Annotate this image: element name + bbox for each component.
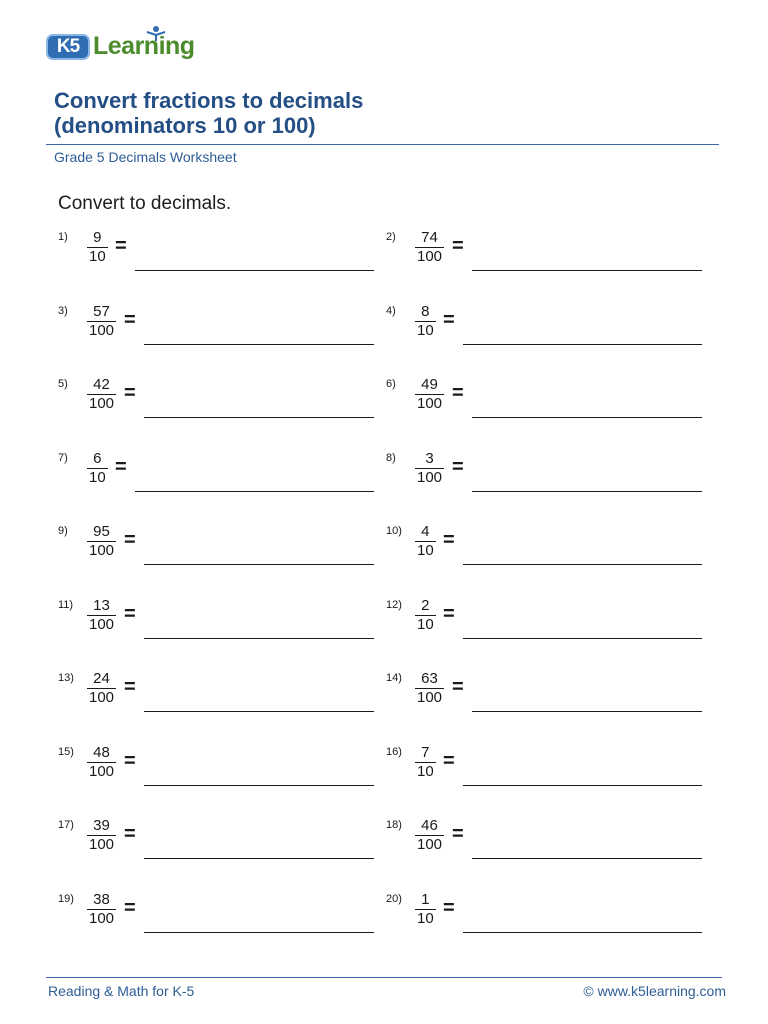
problem-item xyxy=(386,893,702,939)
fraction xyxy=(415,376,444,413)
fraction-denominator: 10 xyxy=(89,248,106,265)
answer-line[interactable] xyxy=(144,932,374,933)
answer-line[interactable] xyxy=(144,785,374,786)
equals-sign: = xyxy=(443,529,455,551)
fraction xyxy=(87,450,108,487)
fraction xyxy=(415,744,436,781)
fraction xyxy=(415,303,436,340)
fraction-numerator: 3 xyxy=(425,450,434,467)
fraction xyxy=(87,303,116,340)
fraction-numerator: 6 xyxy=(93,450,102,467)
fraction xyxy=(415,891,436,928)
answer-line[interactable] xyxy=(472,417,702,418)
problem-item xyxy=(386,672,702,718)
fraction-numerator: 4 xyxy=(421,523,430,540)
fraction-denominator: 100 xyxy=(417,248,443,265)
logo-figure-icon xyxy=(144,24,168,42)
equals-sign: = xyxy=(443,897,455,919)
fraction-denominator: 100 xyxy=(417,395,443,412)
fraction-numerator: 13 xyxy=(93,597,110,614)
fraction xyxy=(87,891,116,928)
fraction-denominator: 10 xyxy=(417,616,434,633)
problem-item xyxy=(386,231,702,277)
equals-sign: = xyxy=(124,382,136,404)
problem-item xyxy=(58,231,374,277)
equals-sign: = xyxy=(124,750,136,772)
problem-item xyxy=(386,378,702,424)
fraction-denominator: 100 xyxy=(417,836,443,853)
equals-sign: = xyxy=(124,897,136,919)
fraction-numerator: 63 xyxy=(421,670,438,687)
fraction-numerator: 48 xyxy=(93,744,110,761)
worksheet-title xyxy=(54,88,363,138)
problem-item xyxy=(386,746,702,792)
fraction-denominator: 100 xyxy=(89,395,115,412)
fraction-numerator: 49 xyxy=(421,376,438,393)
equals-sign: = xyxy=(443,750,455,772)
fraction xyxy=(415,817,444,854)
equals-sign: = xyxy=(443,309,455,331)
answer-line[interactable] xyxy=(144,858,374,859)
fraction-denominator: 100 xyxy=(89,542,115,559)
fraction-numerator: 8 xyxy=(421,303,430,320)
fraction-numerator: 46 xyxy=(421,817,438,834)
fraction-numerator: 38 xyxy=(93,891,110,908)
fraction xyxy=(415,450,444,487)
equals-sign: = xyxy=(124,676,136,698)
footer-divider xyxy=(46,977,722,978)
problem-number: 1) xyxy=(58,231,68,243)
fraction-denominator: 100 xyxy=(417,689,443,706)
fraction-denominator: 100 xyxy=(417,469,443,486)
title-line-2: (denominators 10 or 100) xyxy=(54,113,316,138)
problem-number: 7) xyxy=(58,452,68,464)
equals-sign: = xyxy=(452,823,464,845)
problem-item xyxy=(386,305,702,351)
equals-sign: = xyxy=(452,235,464,257)
answer-line[interactable] xyxy=(472,491,702,492)
fraction xyxy=(87,744,116,781)
problem-number: 19) xyxy=(58,893,74,905)
fraction xyxy=(415,523,436,560)
problem-number: 10) xyxy=(386,525,402,537)
problem-number: 18) xyxy=(386,819,402,831)
footer-tagline: Reading & Math for K-5 xyxy=(48,983,195,999)
answer-line[interactable] xyxy=(463,785,702,786)
answer-line[interactable] xyxy=(472,858,702,859)
problem-item xyxy=(58,746,374,792)
equals-sign: = xyxy=(443,603,455,625)
fraction-numerator: 39 xyxy=(93,817,110,834)
fraction xyxy=(415,670,444,707)
answer-line[interactable] xyxy=(463,932,702,933)
fraction-denominator: 10 xyxy=(417,322,434,339)
answer-line[interactable] xyxy=(135,270,374,271)
fraction xyxy=(415,229,444,266)
problem-item xyxy=(58,819,374,865)
problem-number: 9) xyxy=(58,525,68,537)
answer-line[interactable] xyxy=(472,711,702,712)
answer-line[interactable] xyxy=(144,417,374,418)
fraction xyxy=(415,597,436,634)
fraction-numerator: 74 xyxy=(421,229,438,246)
fraction xyxy=(87,229,108,266)
answer-line[interactable] xyxy=(463,638,702,639)
fraction-denominator: 10 xyxy=(417,910,434,927)
equals-sign: = xyxy=(452,456,464,478)
fraction-denominator: 100 xyxy=(89,910,115,927)
fraction-denominator: 100 xyxy=(89,763,115,780)
logo-wordmark: Learning xyxy=(93,32,195,60)
equals-sign: = xyxy=(124,529,136,551)
answer-line[interactable] xyxy=(144,638,374,639)
problem-number: 16) xyxy=(386,746,402,758)
equals-sign: = xyxy=(115,235,127,257)
answer-line[interactable] xyxy=(144,711,374,712)
equals-sign: = xyxy=(452,382,464,404)
fraction-numerator: 57 xyxy=(93,303,110,320)
problem-number: 5) xyxy=(58,378,68,390)
equals-sign: = xyxy=(124,823,136,845)
answer-line[interactable] xyxy=(144,344,374,345)
problem-number: 17) xyxy=(58,819,74,831)
header-divider xyxy=(46,144,719,145)
problem-number: 13) xyxy=(58,672,74,684)
problem-number: 3) xyxy=(58,305,68,317)
problem-item xyxy=(58,672,374,718)
problem-number: 12) xyxy=(386,599,402,611)
problem-item xyxy=(58,599,374,645)
problem-number: 2) xyxy=(386,231,396,243)
problem-number: 15) xyxy=(58,746,74,758)
fraction-numerator: 1 xyxy=(421,891,430,908)
fraction-numerator: 95 xyxy=(93,523,110,540)
equals-sign: = xyxy=(452,676,464,698)
fraction xyxy=(87,376,116,413)
answer-line[interactable] xyxy=(135,491,374,492)
problem-number: 6) xyxy=(386,378,396,390)
title-line-1: Convert fractions to decimals xyxy=(54,88,364,113)
problem-number: 14) xyxy=(386,672,402,684)
equals-sign: = xyxy=(124,309,136,331)
fraction-denominator: 100 xyxy=(89,689,115,706)
fraction-numerator: 42 xyxy=(93,376,110,393)
problem-item xyxy=(58,305,374,351)
fraction-denominator: 10 xyxy=(89,469,106,486)
fraction xyxy=(87,817,116,854)
fraction-denominator: 100 xyxy=(89,322,115,339)
answer-line[interactable] xyxy=(144,564,374,565)
fraction-denominator: 10 xyxy=(417,763,434,780)
fraction-numerator: 24 xyxy=(93,670,110,687)
equals-sign: = xyxy=(124,603,136,625)
instructions: Convert to decimals. xyxy=(58,193,232,214)
k5-learning-logo xyxy=(46,26,206,66)
problem-number: 20) xyxy=(386,893,402,905)
worksheet-subtitle: Grade 5 Decimals Worksheet xyxy=(54,149,237,165)
problem-item xyxy=(386,525,702,571)
fraction xyxy=(87,523,116,560)
problem-number: 8) xyxy=(386,452,396,464)
problem-item xyxy=(386,599,702,645)
fraction-numerator: 2 xyxy=(421,597,430,614)
fraction-numerator: 7 xyxy=(421,744,430,761)
footer-website: © www.k5learning.com xyxy=(583,983,726,999)
fraction-denominator: 10 xyxy=(417,542,434,559)
problem-item xyxy=(58,378,374,424)
answer-line[interactable] xyxy=(463,564,702,565)
problem-item xyxy=(58,893,374,939)
equals-sign: = xyxy=(115,456,127,478)
problem-item xyxy=(58,452,374,498)
problem-item xyxy=(58,525,374,571)
fraction-denominator: 100 xyxy=(89,836,115,853)
problem-number: 11) xyxy=(58,599,74,611)
fraction xyxy=(87,670,116,707)
problem-item xyxy=(386,819,702,865)
fraction-numerator: 9 xyxy=(93,229,102,246)
logo-badge: K5 xyxy=(46,34,90,60)
problem-number: 4) xyxy=(386,305,396,317)
fraction xyxy=(87,597,116,634)
fraction-denominator: 100 xyxy=(89,616,115,633)
answer-line[interactable] xyxy=(463,344,702,345)
problem-item xyxy=(386,452,702,498)
answer-line[interactable] xyxy=(472,270,702,271)
